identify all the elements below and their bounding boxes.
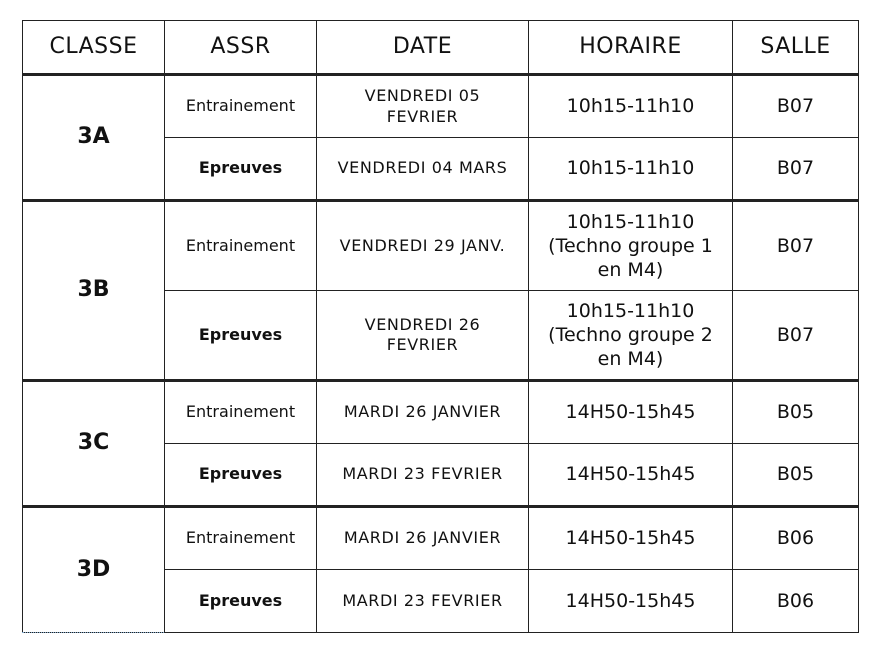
horaire-cell (529, 291, 733, 381)
horaire-cell: 14H50-15h45 (529, 570, 733, 633)
header-row (23, 21, 859, 75)
salle-cell: B07 (733, 138, 859, 201)
date-line: VENDREDI 05 (364, 86, 481, 106)
horaire-cell: 14H50-15h45 (529, 381, 733, 444)
horaire-line: (Techno groupe 1 (548, 234, 713, 257)
table-row (23, 201, 859, 291)
date-line: VENDREDI 26 (364, 314, 481, 334)
salle-cell: B07 (733, 201, 859, 291)
assr-cell: Epreuves (165, 138, 317, 201)
horaire-cell: 10h15-11h10 (529, 75, 733, 138)
assr-schedule-table (22, 20, 859, 633)
assr-cell: Entrainement (165, 201, 317, 291)
date-cell: MARDI 26 JANVIER (317, 381, 529, 444)
horaire-cell (529, 201, 733, 291)
salle-cell: B05 (733, 381, 859, 444)
salle-cell: B07 (733, 291, 859, 381)
assr-cell: Entrainement (165, 507, 317, 570)
assr-cell: Epreuves (165, 444, 317, 507)
header-salle: SALLE (733, 21, 859, 75)
date-line: FEVRIER (386, 335, 459, 354)
horaire-line: en M4) (597, 348, 664, 371)
date-cell: MARDI 23 FEVRIER (317, 570, 529, 633)
header-classe: CLASSE (23, 21, 165, 75)
assr-cell: Entrainement (165, 75, 317, 138)
salle-cell: B06 (733, 507, 859, 570)
header-assr: ASSR (165, 21, 317, 75)
assr-cell: Epreuves (165, 291, 317, 381)
table-row (23, 507, 859, 570)
date-cell: VENDREDI 04 MARS (317, 138, 529, 201)
schedule-sheet (22, 20, 858, 632)
table-row (23, 381, 859, 444)
horaire-line: 10h15-11h10 (566, 210, 695, 233)
date-cell (317, 291, 529, 381)
assr-cell: Entrainement (165, 381, 317, 444)
selection-edge-divider (22, 632, 164, 633)
classe-cell: 3A (23, 75, 165, 201)
header-horaire: HORAIRE (529, 21, 733, 75)
date-cell (317, 75, 529, 138)
salle-cell: B06 (733, 570, 859, 633)
header-date: DATE (317, 21, 529, 75)
date-cell: MARDI 26 JANVIER (317, 507, 529, 570)
assr-cell: Epreuves (165, 570, 317, 633)
table-row (23, 75, 859, 138)
horaire-cell: 10h15-11h10 (529, 138, 733, 201)
horaire-cell: 14H50-15h45 (529, 507, 733, 570)
classe-cell: 3C (23, 381, 165, 507)
date-cell: MARDI 23 FEVRIER (317, 444, 529, 507)
salle-cell: B05 (733, 444, 859, 507)
date-line: FEVRIER (386, 106, 459, 126)
horaire-cell: 14H50-15h45 (529, 444, 733, 507)
classe-cell: 3B (23, 201, 165, 381)
classe-cell: 3D (23, 507, 165, 633)
horaire-line: en M4) (597, 259, 664, 282)
horaire-line: 10h15-11h10 (566, 299, 695, 322)
salle-cell: B07 (733, 75, 859, 138)
date-cell: VENDREDI 29 JANV. (317, 201, 529, 291)
horaire-line: (Techno groupe 2 (548, 323, 713, 346)
